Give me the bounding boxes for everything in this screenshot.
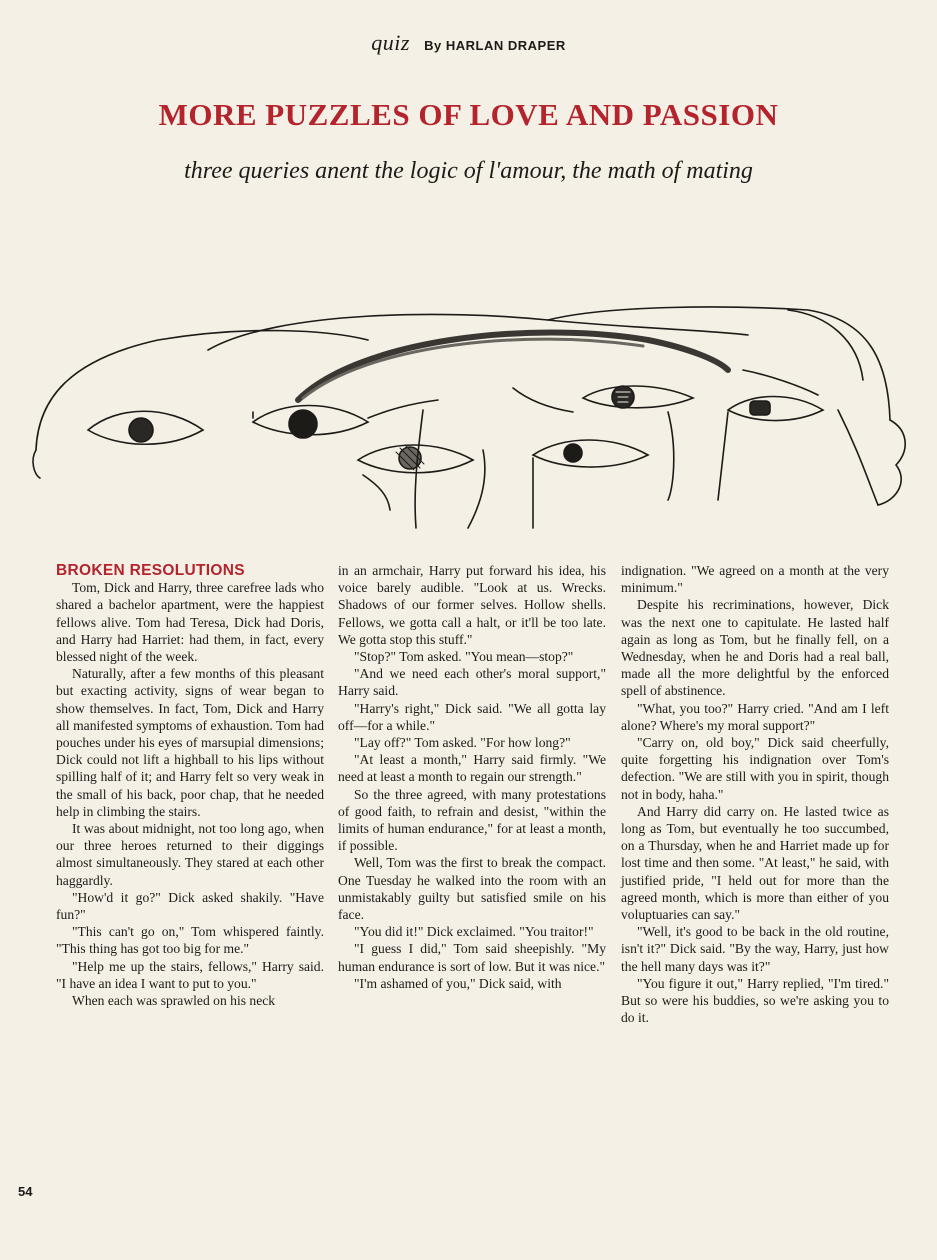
article-column-1 xyxy=(56,562,324,1009)
paragraph: Naturally, after a few months of this pleasant but exacting activity, signs of wear began to show themselves. In fact, Tom, Dick and Harry all manifested symptoms of exhaustion. Tom had pouches under his eyes of marsupial dimensions; Dick could not lift a highball to his lips without spilling half of it; and Harry felt so very weak in the small of his back, poor chap, that he needed help in climbing the stairs. xyxy=(56,666,324,819)
section-title: BROKEN RESOLUTIONS xyxy=(56,562,245,579)
paragraph: And Harry did carry on. He lasted twice as long as Tom, but eventually he too succumbed, on a Thursday, when he and Harriet made up for lost time and then some. "At least," he said, with justified pride, "I held out for more than the agreed month, which is more than either of you voluptuaries can say." xyxy=(621,803,889,923)
paragraph: When each was sprawled on his neck xyxy=(72,993,276,1009)
paragraph: "You did it!" Dick exclaimed. "You traitor!" xyxy=(354,924,594,940)
paragraph: So the three agreed, with many protestations of good faith, to refrain and desist, "within the limits of human endurance," for at least a month, if possible. xyxy=(338,786,606,854)
paragraph: "Help me up the stairs, fellows," Harry said. "I have an idea I want to put to you." xyxy=(56,958,324,991)
paragraph: "Stop?" Tom asked. "You mean—stop?" xyxy=(354,649,574,665)
paragraph: "Well, it's good to be back in the old routine, isn't it?" Dick said. "By the way, Harry, just how the hell many days was it?" xyxy=(621,924,889,974)
byline xyxy=(0,30,937,56)
paragraph: "This can't go on," Tom whispered faintly. "This thing has got too big for me." xyxy=(56,924,324,957)
author-byline: By HARLAN DRAPER xyxy=(424,38,566,53)
paragraph: "I'm ashamed of you," Dick said, with xyxy=(354,975,562,991)
article-column-2 xyxy=(338,562,606,992)
paragraph: indignation. "We agreed on a month at the very minimum." xyxy=(621,563,889,596)
paragraph: "Harry's right," Dick said. "We all gotta lay off—for a while." xyxy=(338,700,606,733)
paragraph: "Lay off?" Tom asked. "For how long?" xyxy=(354,735,571,751)
page-subtitle: three queries anent the logic of l'amour, the math of mating xyxy=(184,158,753,184)
quiz-label: quiz xyxy=(371,30,410,55)
paragraph: in an armchair, Harry put forward his idea, his voice barely audible. "Look at us. Wrecks. Shadows of our former selves. Hollow shells. Fellows, we gotta call a halt, or it'll be too late. We gotta stop this stuff." xyxy=(338,563,606,647)
paragraph: "And we need each other's moral support," Harry said. xyxy=(338,666,606,699)
paragraph: "At least a month," Harry said firmly. "We need at least a month to regain our strength." xyxy=(338,752,606,785)
paragraph: "How'd it go?" Dick asked shakily. "Have fun?" xyxy=(56,889,324,923)
paragraph: "Carry on, old boy," Dick said cheerfully, quite forgetting his indignation over Tom's defection. "We are still with you in spirit, though not in body, haha." xyxy=(621,735,889,802)
page-title: MORE PUZZLES OF LOVE AND PASSION xyxy=(158,97,779,132)
four-faces-line-drawing-icon xyxy=(28,300,908,530)
paragraph: "You figure it out," Harry replied, "I'm tired." But so were his buddies, so we're asking you to do it. xyxy=(621,975,889,1026)
paragraph: Well, Tom was the first to break the compact. One Tuesday he walked into the room with an unmistakably guilty but satisfied smile on his face. xyxy=(338,855,606,923)
paragraph: Tom, Dick and Harry, three carefree lads who shared a bachelor apartment, were the happiest fellows alive. Tom had Teresa, Dick had Doris, and Harry had Harriet: had them, in fact, every blessed night of the week. xyxy=(56,580,324,665)
paragraph: "What, you too?" Harry cried. "And am I left alone? Where's my moral support?" xyxy=(621,700,889,733)
article-column-3 xyxy=(621,562,889,1026)
page-number: 54 xyxy=(18,1184,33,1199)
paragraph: It was about midnight, not too long ago, when our three heroes returned to their diggings almost simultaneously. They stared at each other haggardly. xyxy=(56,821,324,888)
paragraph: "I guess I did," Tom said sheepishly. "My human endurance is sort of low. But it was nice." xyxy=(338,941,606,974)
paragraph: Despite his recriminations, however, Dick was the next one to capitulate. He lasted half again as long as Tom, but he finally fell, on a Wednesday, when he and Doris had a real ball, made all the more delightful by the enforced spell of abstinence. xyxy=(621,597,889,699)
